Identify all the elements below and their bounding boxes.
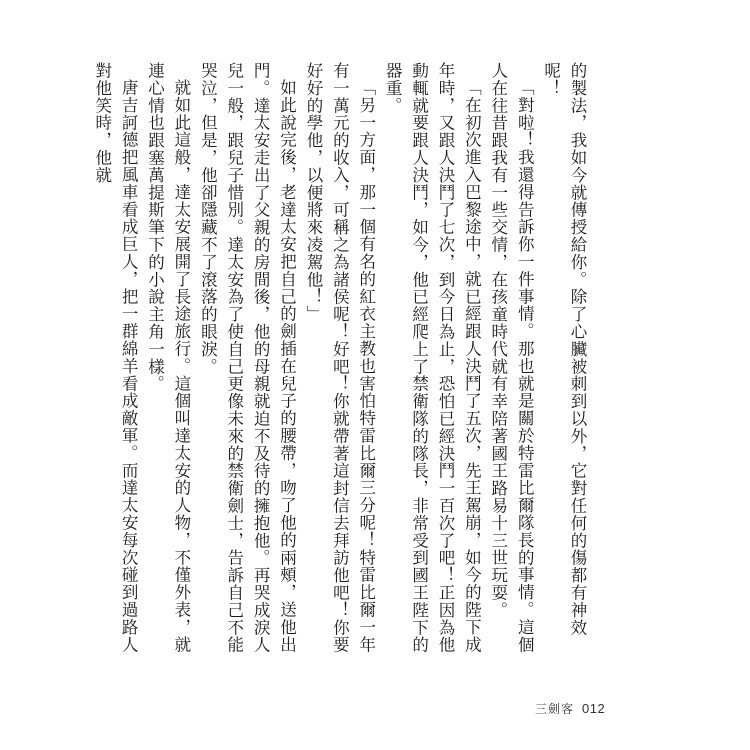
page-number: 012 [582,701,606,716]
paragraph-3: 「在初次進入巴黎途中，就已經跟人決鬥了五次，先王駕崩，如今的陛下成年時，又跟人決鬥了七次，到今日為止，恐怕已經決鬥一百次了吧！正因為他動輒就要跟人決鬥，如今，他已經爬上了禁衛隊的隊長，非常受到國王陛下的器重。 [383,62,482,654]
book-title: 三劍客 [535,702,575,716]
paragraph-4: 「另一方面，那一個有名的紅衣主教也害怕特雷比爾三分呢！特雷比爾一年有一萬元的收入，可稱之為諸侯呢！好吧！你就帶著這封信去拜訪他吧！你要好好的學他，以便將來凌駕他！」 [303,62,376,654]
paragraph-5: 如此說完後，老達太安把自己的劍插在兒子的腰帶，吻了他的兩頰，送他出門。達太安走出了父親的房間後，他的母親就迫不及待的擁抱他。再哭成淚人兒一般，跟兒子惜別。達太安為了使自己更像未來的禁衛劍士，告訴自己不能哭泣，但是，他卻隱藏不了滾落的眼淚。 [198,62,297,654]
paragraph-1: 的製法，我如今就傳授給你。除了心臟被刺到以外，它對任何的傷都有神效呢！ [541,62,587,637]
page-footer [535,700,605,717]
vertical-text-body [88,62,590,654]
paragraph-7: 唐吉訶德把風車看成巨人，把一群綿羊看成敵軍。而達太安每次碰到過路人對他笑時，他就 [92,62,139,653]
paragraph-2: 「對啦！我還得告訴你一件事情。那也就是關於特雷比爾隊長的事情。這個人在往昔跟我有一些交情，在孩童時代就有幸陪著國王路易十三世玩耍。 [488,62,535,653]
paragraph-6: 就如此這般，達太安展開了長途旅行。這個叫達太安的人物，不僅外表，就連心情也跟塞萬提斯筆下的小說主角一樣。 [145,62,191,653]
